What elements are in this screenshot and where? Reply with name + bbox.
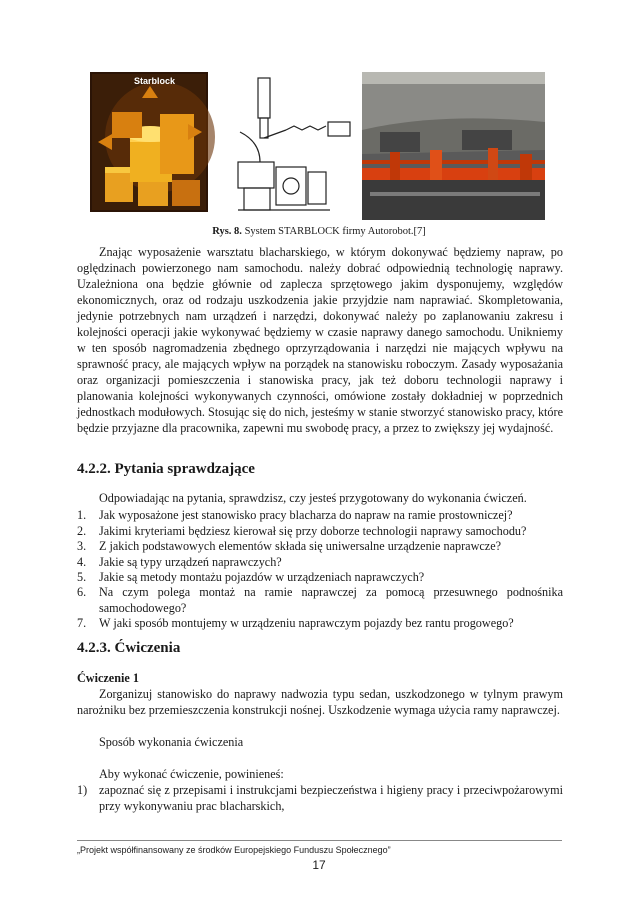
section-heading-exercises: 4.2.3. Ćwiczenia xyxy=(77,640,181,656)
question-number: 6. xyxy=(77,585,87,600)
should-label: Aby wykonać ćwiczenie, powinieneś: xyxy=(99,767,284,781)
question-item xyxy=(77,570,563,585)
question-number: 2. xyxy=(77,523,87,538)
question-text: Z jakich podstawowych elementów składa się uniwersalne urządzenie naprawcze? xyxy=(99,539,502,554)
footer-divider xyxy=(77,840,562,841)
step-number: 1) xyxy=(77,783,88,797)
question-number: 4. xyxy=(77,554,87,569)
question-text: Na czym polega montaż na ramie naprawczej za pomocą przesuwnego podnośnika samochodowego? xyxy=(99,585,563,615)
question-text: W jaki sposób montujemy w urządzeniu naprawczym pojazdy bez rantu progowego? xyxy=(99,616,514,631)
question-number: 5. xyxy=(77,570,87,585)
footer-project-text: „Projekt współfinansowany ze środków Europejskiego Funduszu Społecznego” xyxy=(77,845,391,855)
step-item xyxy=(77,782,563,814)
page-number: 17 xyxy=(312,858,326,872)
question-number: 3. xyxy=(77,539,87,554)
exercise-description: Zorganizuj stanowisko do naprawy nadwozia typu sedan, uszkodzonego w tylnym prawym narożniku bez przemieszczenia konstrukcji nośnej. Uszkodzenie wymaga użycia ramy naprawczej. xyxy=(77,687,563,717)
intro-paragraph: Znając wyposażenie warsztatu blacharskiego, w którym dokonywać będziemy napraw, po oględzinach powierzonego nam samochodu. należy dobrać odpowiednią technologię naprawy. Uzależniona ona będzie głównie od zaplecza sprzętowego jakim dysponujemy, względów ekonomicznych, oraz od rodzaju uszkodzenia jakie przyjdzie nam naprawiać. Skompletowania, jedynie potrzebnych nam urządzeń i narzędzi, dokonywać należy po zaplanowaniu zakresu i kolejności operacji jakie wykonywać będziemy w czasie naprawy danego samochodu. Unikniemy w ten sposób nagromadzenia zbędnego oprzyrządowania i narzędzi nie mających wpływu na sprawność pracy, ale mających wpływ na porządek na stanowisku roboczym. Zasady wyposażania oraz organizacji pomieszczenia i stanowiska pracy, jak też doboru technologii naprawy i planowania kolejności wykonywanych czynności, omówione zostały dokładniej w poprzednich jednostkach modułowych. Stosując się do nich, jesteśmy w stanie stworzyć stanowisko pracy, które będzie przyjazne dla pracownika, zapewni mu swobodę pracy, a przez to zwiększy jej wydajność. xyxy=(77,245,563,435)
question-item xyxy=(77,585,563,616)
exercise-title: Ćwiczenie 1 xyxy=(77,671,139,685)
starblock-figure-image xyxy=(90,72,545,220)
caption-label: Rys. 8. xyxy=(212,226,242,237)
question-number: 7. xyxy=(77,616,87,631)
question-list xyxy=(77,491,563,632)
question-item xyxy=(77,539,563,554)
question-item xyxy=(77,555,563,570)
section-heading-questions: 4.2.2. Pytania sprawdzające xyxy=(77,461,255,477)
question-item xyxy=(77,616,563,631)
question-item xyxy=(77,508,563,523)
question-number: 1. xyxy=(77,508,87,523)
caption-text: System STARBLOCK firmy Autorobot.[7] xyxy=(244,226,426,237)
question-item xyxy=(77,524,563,539)
question-text: Jakie są typy urządzeń naprawczych? xyxy=(99,554,282,569)
figure-caption xyxy=(0,226,638,237)
clamp-drawing xyxy=(238,78,350,210)
question-text: Jak wyposażone jest stanowisko pracy blacharza do napraw na ramie prostowniczej? xyxy=(99,508,513,523)
figure-starblock xyxy=(90,72,545,220)
exercise-block xyxy=(77,670,563,814)
question-text: Jakie są metody montażu pojazdów w urządzeniach naprawczych? xyxy=(99,570,425,585)
questions-intro: Odpowiadając na pytania, sprawdzisz, czy jesteś przygotowany do wykonania ćwiczeń. xyxy=(99,491,527,505)
method-label: Sposób wykonania ćwiczenia xyxy=(99,735,244,749)
question-text: Jakimi kryteriami będziesz kierował się przy doborze technologii naprawy samochodu? xyxy=(99,523,527,538)
starblock-logo-text: Starblock xyxy=(134,76,176,86)
step-text: zapoznać się z przepisami i instrukcjami bezpieczeństwa i higieny pracy i przeciwpożarowymi przy wykonywaniu prac blacharskich, xyxy=(99,783,563,813)
